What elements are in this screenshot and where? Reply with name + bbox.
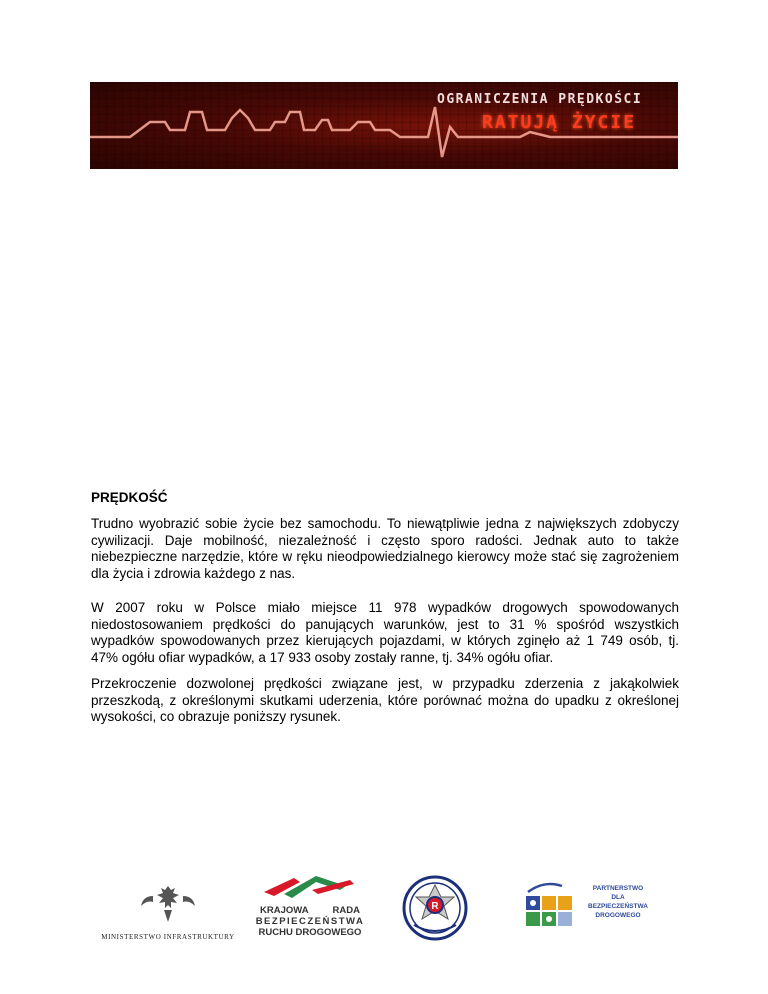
svg-text:R: R xyxy=(431,901,439,912)
partnership-label-4: DROGOWEGO xyxy=(595,912,641,919)
banner-slogan: RATUJĄ ŻYCIE xyxy=(482,112,637,133)
banner-title: OGRANICZENIA PRĘDKOŚCI xyxy=(437,92,643,107)
partnership-label-2: DLA xyxy=(611,894,625,901)
partnership-label-1: PARTNERSTWO xyxy=(592,885,644,892)
krbrd-label-rada: RADA xyxy=(332,905,360,916)
krbrd-label-ruchu: RUCHU DROGOWEGO xyxy=(258,927,362,938)
partnership-label-3: BEZPIECZEŃSTWA xyxy=(588,903,648,910)
header-banner xyxy=(90,82,678,169)
paragraph-impact: Przekroczenie dozwolonej prędkości związane jest, w przypadku zderzenia z jakąkolwiek przeszkodą, z określonymi skutkami uderzenia, które porównać można do upadku z określonej wysokości, co obrazuje poniższy rysunek. xyxy=(91,676,679,724)
krbrd-logo xyxy=(254,872,366,938)
krbrd-label-krajowa: KRAJOWA xyxy=(260,905,309,916)
police-star-icon xyxy=(402,875,468,941)
paragraph-intro: Trudno wyobrazić sobie życie bez samochodu. To niewątpliwie jedna z największych zdobyczy cywilizacji. Daje mobilność, niezależność i często sporo radości. Jednak auto to także niebezpieczne narzędzie, które w ręku nieodpowiedzialnego kierowcy może stać się zagrożeniem dla życia i zdrowia każdego z nas. xyxy=(91,516,679,581)
section-heading: PRĘDKOŚĆ xyxy=(91,490,168,505)
ministry-logo xyxy=(98,882,238,941)
paragraph-statistics: W 2007 roku w Polsce miało miejsce 11 978 wypadków drogowych spowodowanych niedostosowaniem prędkości do panujących warunków, jest to 31 % spośród wszystkich wypadków spowodowanych przez kierujących pojazdami, w których zginęło aż 1 749 osób, tj. 47% ogółu ofiar wypadków, a 17 933 osoby zostały ranne, tj. 34% ogółu ofiar. xyxy=(91,600,679,665)
police-traffic-emblem xyxy=(402,875,468,941)
partnership-tiles-icon xyxy=(522,880,578,938)
eagle-emblem-icon xyxy=(98,882,238,926)
krbrd-label-bezpieczenstwa: BEZPIECZEŃSTWA xyxy=(255,916,365,927)
ministry-logo-label: MINISTERSTWO INFRASTRUKTURY xyxy=(101,933,235,941)
partnership-logo xyxy=(522,880,652,940)
article xyxy=(91,490,679,726)
road-arrows-icon xyxy=(254,872,366,900)
